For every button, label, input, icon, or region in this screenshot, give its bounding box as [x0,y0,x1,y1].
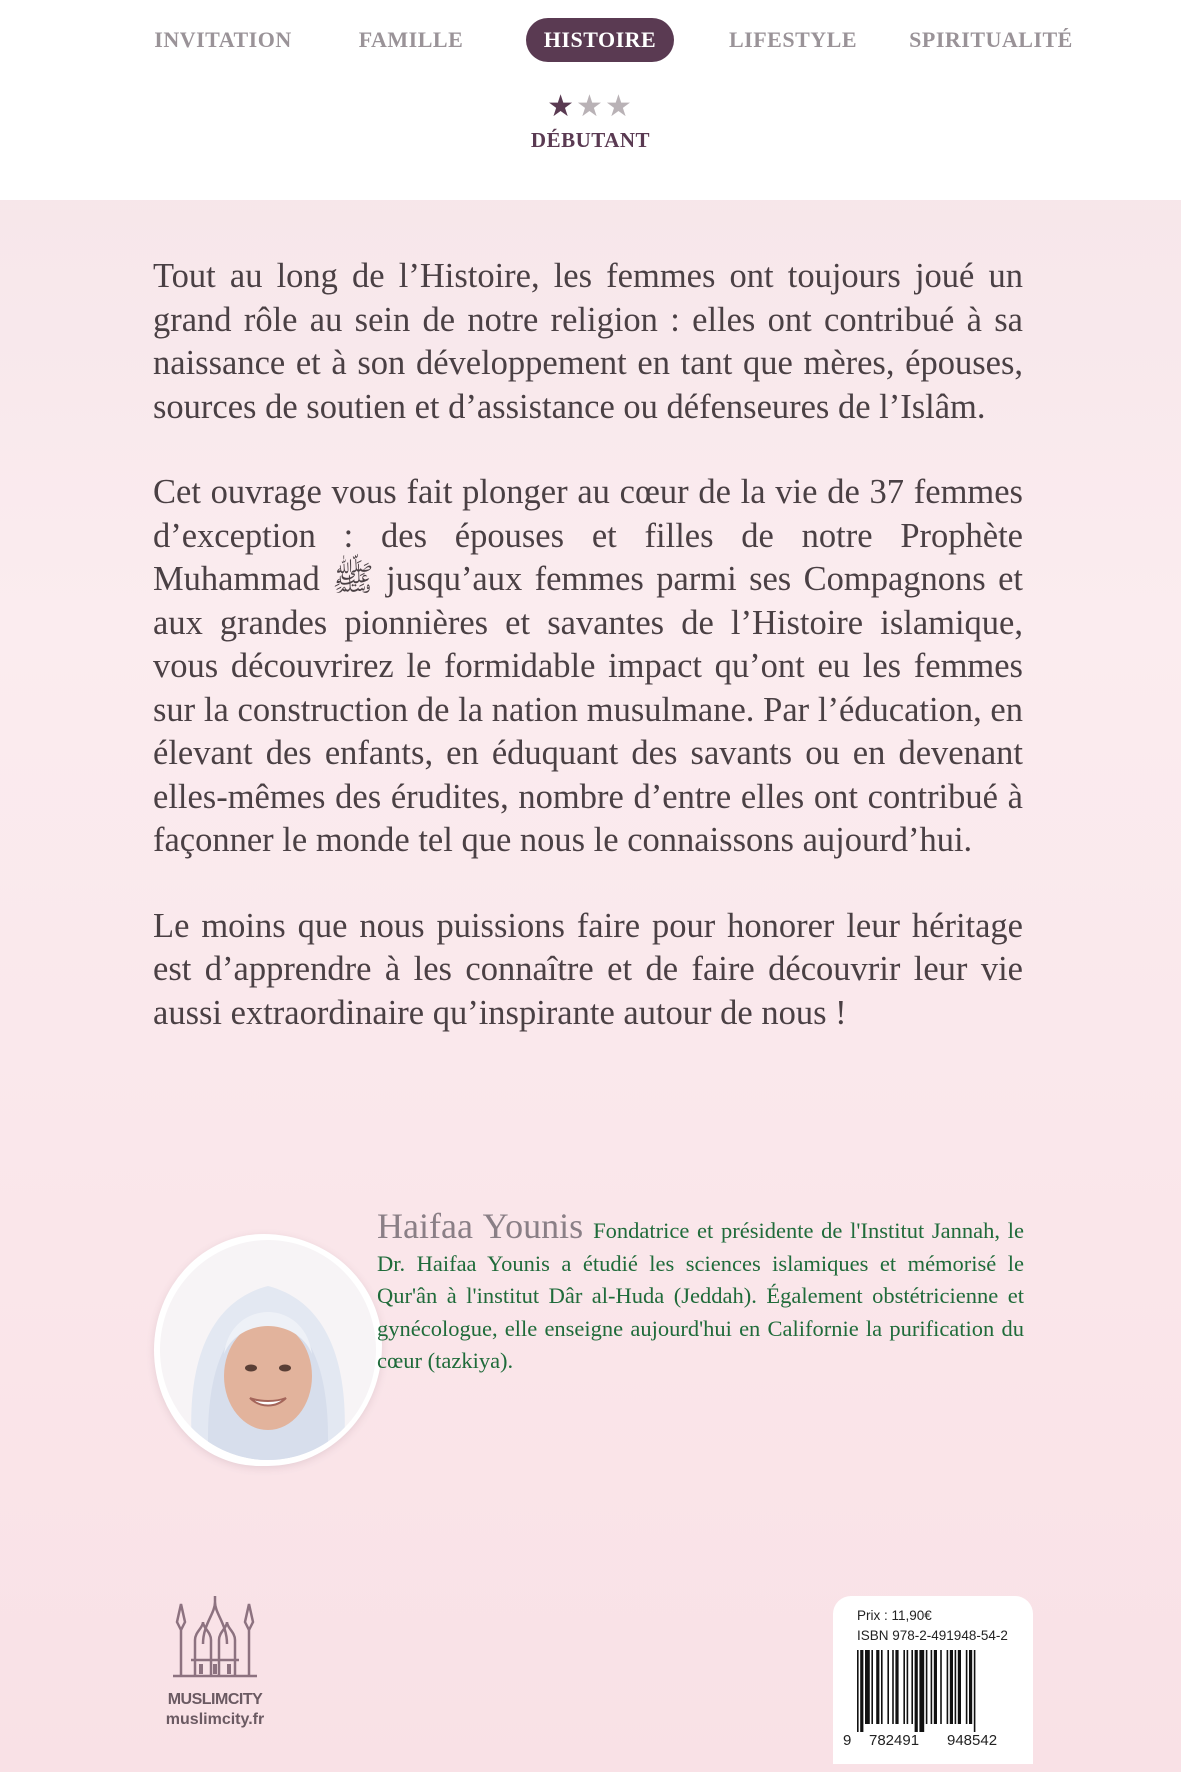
barcode-digit-first: 9 [843,1732,852,1749]
difficulty-stars [0,92,1181,122]
author-portrait-icon [154,1234,382,1466]
star-filled-icon: ★ [547,90,577,123]
barcode-stripe [903,1650,905,1724]
barcode-stripe [940,1650,942,1724]
barcode-stripe [915,1650,918,1732]
barcode-stripe [974,1650,976,1732]
barcode-stripe [907,1650,909,1724]
barcode-digits-right: 948542 [947,1732,998,1749]
barcode-icon [857,1650,1017,1732]
barcode-stripe [950,1650,953,1724]
mosque-logo-icon [167,1594,263,1684]
barcode-stripe [857,1650,859,1732]
barcode-stripe [958,1650,961,1724]
barcode-stripe [919,1650,924,1732]
nav-item-famille[interactable]: FAMILLE [358,27,464,52]
barcode-stripe [969,1650,972,1724]
price-label: Prix : 11,90€ [857,1608,932,1623]
barcode-stripe [881,1650,883,1724]
barcode-stripe [892,1650,894,1724]
author-photo [154,1234,382,1466]
nav-item-spiritualite[interactable]: SPIRITUALITÉ [909,27,1073,52]
barcode-stripe [966,1650,968,1724]
barcode-stripe [895,1650,898,1724]
description-paragraph: Le moins que nous puissions faire pour honorer leur héritage est d’apprendre à les connaître et de faire découvrir leur vie aussi extraordinaire qu’inspirante autour de nous ! [153,906,1023,1032]
publisher-url[interactable]: muslimcity.fr [165,1711,265,1728]
publisher-name: MUSLIMCITY [167,1691,263,1708]
barcode-digits [833,1732,1033,1752]
nav-item-invitation[interactable]: INVITATION [154,27,292,52]
author-bio-text: Fondatrice et présidente de l'Institut Jannah, le Dr. Haifaa Younis a étudié les sciences islamiques et mémorisé le Qur'ân à l'institut Dâr al-Huda (Jeddah). Également obstétricienne et gynécologue, elle enseigne aujourd'hui en Californie la purification du cœur (tazkiya). [377,1218,1024,1373]
barcode-stripe [911,1650,913,1724]
category-nav [0,18,1181,62]
author-bio [377,1206,1024,1378]
barcode-stripe [947,1650,949,1724]
barcode-stripe [876,1650,879,1724]
star-empty-icon: ★ [576,90,605,123]
barcode-stripe [934,1650,937,1724]
star-empty-icon: ★ [604,90,634,123]
barcode-digits-left: 782491 [869,1732,920,1749]
barcode-stripe [865,1650,870,1724]
author-name: Haifaa Younis [377,1206,584,1246]
nav-item-lifestyle[interactable]: LIFESTYLE [729,27,857,52]
publisher-logo[interactable] [150,1594,280,1729]
barcode-panel [833,1596,1033,1764]
barcode-stripe [955,1650,957,1724]
barcode-stripe [931,1650,933,1724]
description-paragraph: Cet ouvrage vous fait plonger au cœur de la vie de 37 femmes d’exception : des épouses et filles de notre Prophète Muhammad ﷺ jusqu’aux femmes parmi ses Compagnons et aux grandes pionnières et savantes de l’Histoire islamique, vous découvrirez le formidable impact qu’ont eu les femmes sur la construction de la nation musulmane. Par l’éducation, en élevant des enfants, en éduquant des savants ou en devenant elles-mêmes des érudites, nombre d’entre elles ont contribué à façonner le monde tel que nous le connaissons aujourd’hui. [153,473,1023,859]
barcode-stripe [887,1650,889,1724]
difficulty-level [0,92,1181,153]
isbn-label: ISBN 978-2-491948-54-2 [857,1628,1008,1643]
book-description [153,255,1023,1077]
barcode-stripe [871,1650,873,1724]
difficulty-label: DÉBUTANT [530,128,651,152]
barcode-stripe [860,1650,863,1732]
description-paragraph: Tout au long de l’Histoire, les femmes ont toujours joué un grand rôle au sein de notre religion : elles ont contribué à sa naissance et à son développement en tant que mères, épouses, sources de soutien et d’assistance ou défenseures de l’Islâm. [153,257,1023,426]
barcode-stripe [926,1650,928,1724]
nav-item-histoire[interactable]: HISTOIRE [526,18,674,62]
